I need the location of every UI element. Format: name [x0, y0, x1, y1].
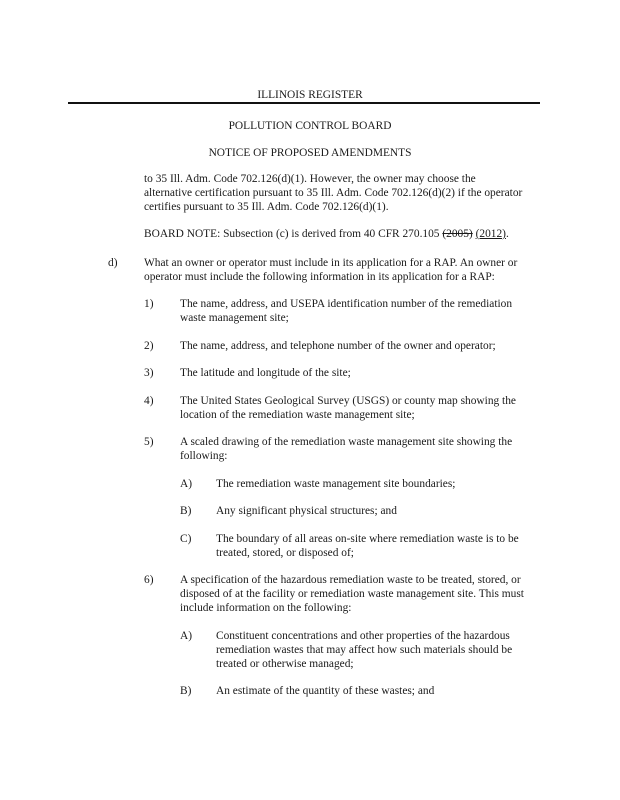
item-number: 5): [144, 436, 154, 448]
subitem-letter: A): [180, 478, 193, 490]
subitem-letter: B): [180, 685, 192, 697]
item-line: The name, address, and telephone number of the owner and operator;: [180, 340, 496, 352]
section-d-label: d): [108, 257, 118, 269]
board-note-deleted-year: (2005): [442, 228, 473, 240]
header-rule: [68, 102, 540, 104]
subitem-letter: B): [180, 505, 192, 517]
item-number: 2): [144, 340, 154, 352]
subitem-line: The boundary of all areas on-site where remediation waste is to be: [216, 533, 519, 545]
item-line: include information on the following:: [180, 602, 352, 614]
subitem-letter: C): [180, 533, 192, 545]
item-number: 6): [144, 574, 154, 586]
item-line: The latitude and longitude of the site;: [180, 367, 351, 379]
board-note-end: .: [505, 228, 509, 240]
board-note: [144, 227, 509, 241]
item-number: 3): [144, 367, 154, 379]
intro-line: alternative certification pursuant to 35 Ill. Adm. Code 702.126(d)(2) if the operator: [144, 187, 523, 199]
subitem-line: Any significant physical structures; and: [216, 505, 397, 517]
section-d-line: operator must include the following information in its application for a RAP:: [144, 271, 495, 283]
board-note-text: BOARD NOTE: Subsection (c) is derived from 40 CFR 270.105: [144, 228, 443, 240]
item-line: The name, address, and USEPA identification number of the remediation: [180, 298, 513, 310]
intro-line: certifies pursuant to 35 Ill. Adm. Code 702.126(d)(1).: [144, 201, 389, 213]
item-line: following:: [180, 450, 228, 462]
subitem-line: treated, stored, or disposed of;: [216, 547, 354, 559]
section-d-line: What an owner or operator must include in its application for a RAP. An owner or: [144, 257, 518, 269]
subitem-line: remediation wastes that may affect how such materials should be: [216, 644, 513, 656]
subitem-line: treated or otherwise managed;: [216, 658, 354, 670]
intro-line: to 35 Ill. Adm. Code 702.126(d)(1). However, the owner may choose the: [144, 173, 476, 185]
item-number: 4): [144, 395, 154, 407]
subitem-line: The remediation waste management site boundaries;: [216, 478, 456, 490]
item-line: location of the remediation waste management site;: [180, 409, 415, 421]
item-line: A scaled drawing of the remediation waste management site showing the: [180, 436, 513, 448]
item-line: The United States Geological Survey (USGS) or county map showing the: [180, 395, 516, 407]
board-title: POLLUTION CONTROL BOARD: [228, 120, 392, 132]
subitem-line: Constituent concentrations and other properties of the hazardous: [216, 630, 510, 642]
item-number: 1): [144, 298, 154, 310]
register-title: ILLINOIS REGISTER: [257, 89, 363, 101]
item-line: disposed of at the facility or remediation waste management site. This must: [180, 588, 524, 600]
item-line: A specification of the hazardous remediation waste to be treated, stored, or: [180, 574, 521, 586]
notice-title: NOTICE OF PROPOSED AMENDMENTS: [208, 147, 412, 159]
subitem-letter: A): [180, 630, 193, 642]
subitem-line: An estimate of the quantity of these wastes; and: [216, 685, 435, 697]
board-note-inserted-year: (2012): [475, 228, 506, 240]
item-line: waste management site;: [180, 312, 289, 324]
